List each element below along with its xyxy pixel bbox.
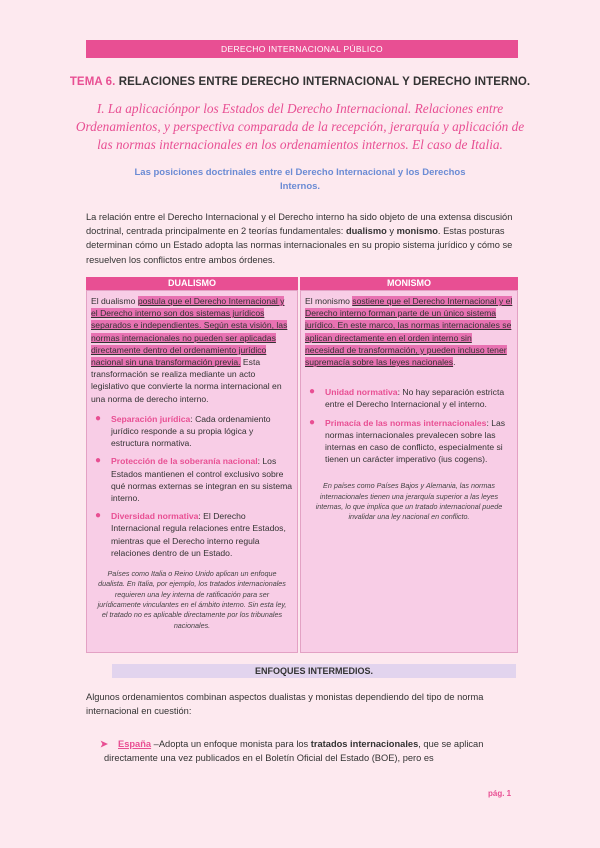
bullet-keyword: Separación jurídica <box>111 413 191 424</box>
intro-dualismo: dualismo <box>345 226 387 237</box>
bullet-icon: ● <box>95 455 102 467</box>
algunos-paragraph: Algunos ordenamientos combinan aspectos dualistas y monistas dependiendo del tipo de norma internacional en cuestión: <box>86 692 484 717</box>
bullet-icon: ● <box>309 386 316 398</box>
list-item <box>91 413 293 450</box>
arrow-bullet-icon: ➤ <box>100 739 108 749</box>
monismo-bullets <box>305 386 513 465</box>
dualismo-rest: Esta transformación se realiza mediante un acto legislativo que convierte la norma internacional en una norma de derecho interno. <box>91 357 282 404</box>
intro-text-1: La relación entre el Derecho Internacional y el Derecho interno ha sido objeto de una extensa discusión doctrinal, centrada principalmente en 2 teorías fundamentales: <box>86 212 513 237</box>
bullet-icon: ● <box>309 416 316 428</box>
enfoques-heading: ENFOQUES INTERMEDIOS. <box>112 664 516 678</box>
intro-paragraph <box>86 210 516 267</box>
bullet-keyword: Diversidad normativa <box>111 511 199 522</box>
section-subtitle: I. La aplicaciónpor los Estados del Derecho Internacional. Relaciones entre Ordenamientos, y perspectiva comparada de la recepción, jerarquía y aplicación de las normas internacionales en los ordenamientos internos. El caso de Italia. <box>75 101 525 152</box>
espana-item <box>100 737 516 765</box>
list-item <box>91 455 293 504</box>
dualismo-prefix: El dualismo <box>91 296 138 306</box>
bullet-keyword: Primacía de las normas internacionales <box>325 417 487 428</box>
espana-text-2: , que se aplican directamente una vez publicados en el Boletín Oficial del Estado (BOE), pero es <box>104 739 484 764</box>
dualismo-header: DUALISMO <box>86 277 298 290</box>
list-item <box>305 386 513 410</box>
dualismo-bullets <box>91 413 293 559</box>
running-header: DERECHO INTERNACIONAL PÚBLICO <box>86 40 518 58</box>
bullet-text: : Los Estados mantienen el control exclusivo sobre qué normas externas se integran en su sistema interno. <box>111 456 293 504</box>
bullet-keyword: Protección de la soberanía nacional <box>111 456 258 467</box>
tema-title-text: RELACIONES ENTRE DERECHO INTERNACIONAL Y DERECHO INTERNO. <box>118 76 531 88</box>
bullet-text: : No hay separación estricta entre el Derecho Internacional y el interno. <box>325 387 505 410</box>
dualismo-paragraph <box>91 295 293 405</box>
bullet-text: : Las normas internacionales prevalecen sobre las internas en caso de conflicto, especialmente si tienen un carácter imperativo (ius cogens). <box>325 417 506 465</box>
tema-title <box>40 76 560 88</box>
bullet-text: : Cada ordenamiento jurídico responde a su propia lógica y estructura normativa. <box>111 413 271 449</box>
espana-text-1: –Adopta un enfoque monista para los <box>151 739 311 749</box>
monismo-note: En países como Países Bajos y Alemania, las normas internacionales tienen una jerarquía superior a las leyes internas, lo que implica que un tratado internacional puede invalidar una ley nacional en conflicto. <box>315 481 503 522</box>
monismo-prefix: El monismo <box>305 296 353 306</box>
espana-name: España <box>118 739 152 749</box>
page-number: pág. 1 <box>488 789 512 798</box>
list-item <box>91 510 293 559</box>
monismo-highlight: sostiene que el Derecho Internacional y el Derecho interno forman parte de un único sistema jurídico. En este marco, las normas internacionales se aplican directamente en el orden interno sin necesidad de transformación, y pueden incluso tener supremacía sobre las leyes nacionales <box>305 296 513 368</box>
list-item <box>305 417 513 466</box>
monismo-paragraph <box>305 295 513 368</box>
monismo-header: MONISMO <box>300 277 518 290</box>
espana-bold: tratados internacionales <box>310 739 419 749</box>
monismo-rest: . <box>453 357 456 368</box>
comparison-table <box>86 277 518 653</box>
bullet-icon: ● <box>95 510 102 522</box>
dualismo-note: Países como Italia o Reino Unido aplican un enfoque dualista. En Italia, por ejemplo, los tratados internacionales requieren una ley interna de ratificación para ser jurídicamente vinculantes en el ámbito interno. Sin esta ley, el tratado no es aplicable directamente por los tribunales nacionales. <box>97 569 287 630</box>
intro-text-2: . Estas posturas determinan cómo un Estado adopta las normas internacionales en su propio sistema jurídico y cómo se resuelven los conflictos entre ambos órdenes. <box>86 226 513 265</box>
positions-heading: Las posiciones doctrinales entre el Derecho Internacional y los Derechos Internos. <box>134 167 466 192</box>
bullet-keyword: Unidad normativa <box>325 387 398 398</box>
intro-monismo: monismo <box>396 226 438 237</box>
monismo-cell <box>300 290 518 653</box>
dualismo-cell <box>86 290 298 653</box>
bullet-icon: ● <box>95 412 102 424</box>
tema-number: TEMA 6. <box>69 76 116 88</box>
bullet-text: : El Derecho Internacional regula relaciones entre Estados, mientras que el Derecho interno regula relaciones dentro de un Estado. <box>111 511 286 558</box>
intro-y: y <box>386 226 397 237</box>
dualismo-highlight: postula que el Derecho Internacional y el Derecho interno son dos sistemas jurídicos separados e independientes. Según esta visión, las normas internacionales no pueden ser aplicadas directamente dentro del ordenamiento jurídico nacional sin una transformación previa. <box>91 296 288 368</box>
